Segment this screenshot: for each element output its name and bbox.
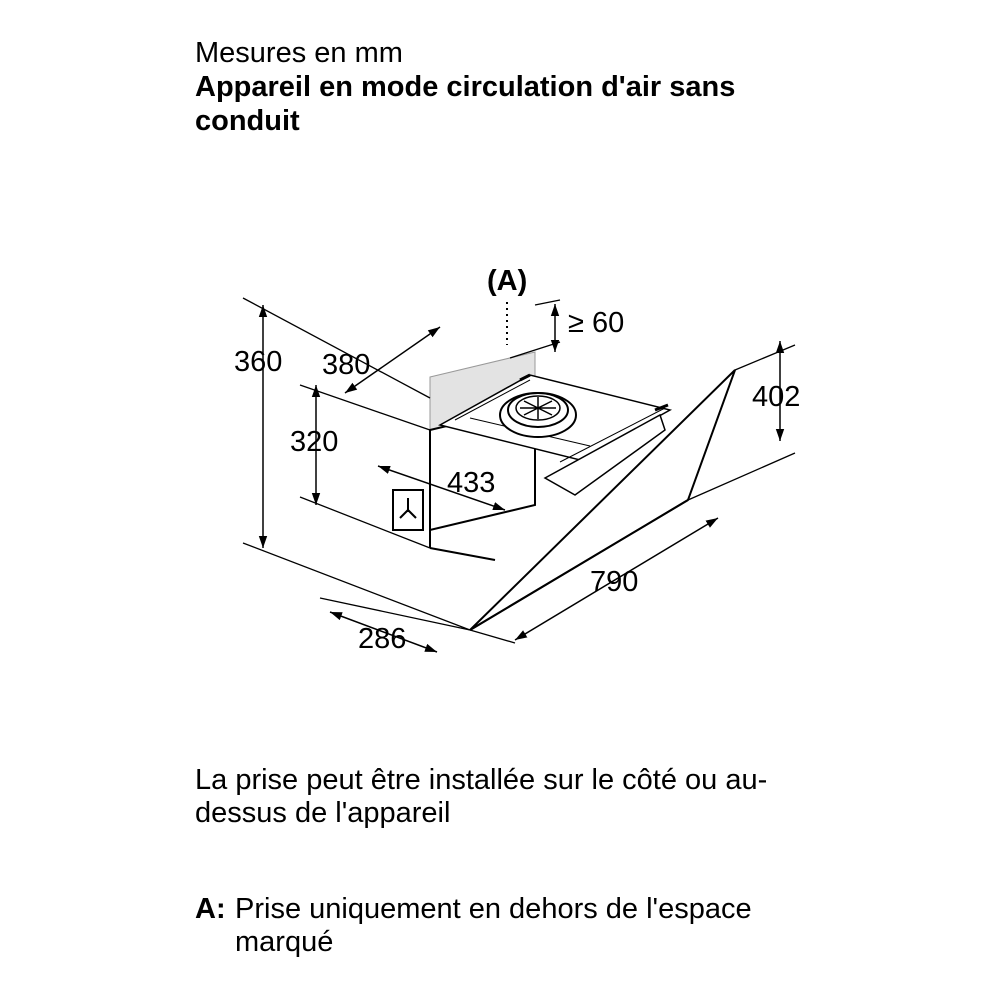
dim-total-height: 360 bbox=[234, 346, 283, 378]
fan-icon bbox=[500, 393, 576, 437]
socket-note: La prise peut être installée sur le côté ou au-dessus de l'appareil bbox=[195, 764, 768, 829]
dim-depth-top: 380 bbox=[322, 349, 371, 381]
dim-glass-height: 402 bbox=[752, 381, 801, 413]
legend bbox=[195, 893, 835, 959]
zone-label: (A) bbox=[487, 265, 528, 297]
diagram-title: Appareil en mode circulation d'air sans conduit bbox=[195, 71, 736, 137]
dim-width: 790 bbox=[590, 566, 639, 598]
dim-depth-bottom: 286 bbox=[358, 623, 407, 655]
legend-key: A: bbox=[195, 893, 226, 925]
dim-body-height: 320 bbox=[290, 426, 339, 458]
units-label: Mesures en mm bbox=[195, 37, 403, 69]
legend-text: Prise uniquement en dehors de l'espace marqué bbox=[235, 893, 752, 958]
socket-icon bbox=[393, 490, 423, 530]
dim-inner-depth: 433 bbox=[447, 467, 496, 499]
dim-clearance: ≥ 60 bbox=[568, 307, 625, 339]
